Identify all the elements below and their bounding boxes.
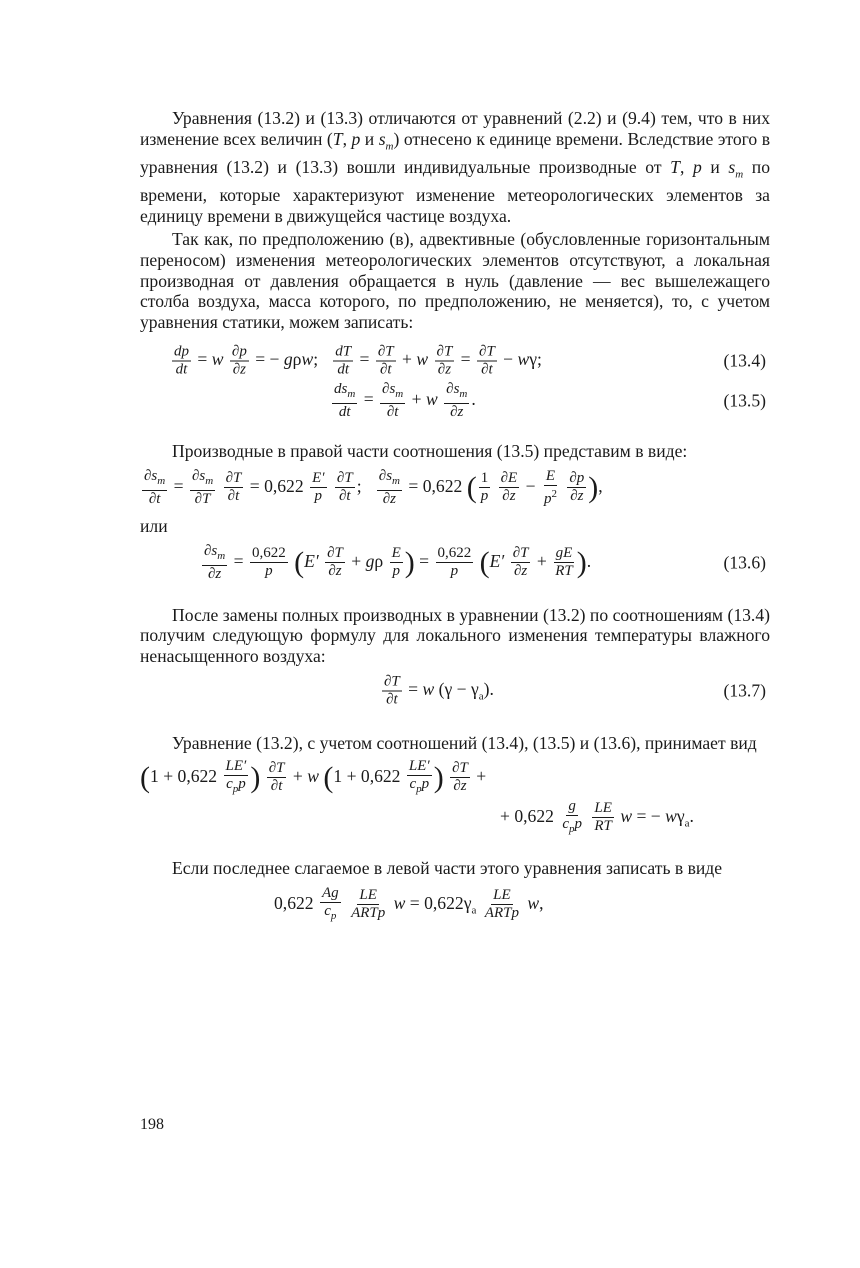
paragraph-5: После замены полных производных в уравнении (13.2) по соотношениям (13.4) получим следующую формулу для локального изменения температуры влажного ненасыщенного воздуха: [140,604,770,667]
equation-number: (13.5) [723,390,766,411]
equation-derivatives: $\frac{\partial s_m}{\partial t}$ = $\frac{\partial s_m}{\partial T}$ $\frac{\partial T}{\partial t}$ = 0,622 $\frac{E'}{p}$ $\frac{\partial T}{\partial t}$ ; $\frac{\partial s_m}{\partial z}$ = 0,622 ( $\frac{1}{p}$ $\frac{\partial E}{\partial z}$ − $\frac{E}{p^2}$ $\frac{\partial p}{\partial z}$ ), [144,467,603,507]
equation-last-term: 0,622 $\frac{Ag}{c_p}$ $\frac{LE}{\text{ARTp}}$ $w = 0,622\gamma_а$ $\frac{LE}{\text{ARTp}}$ w, [274,884,544,922]
equation-combined-line-2: + 0,622 $\frac{g}{c_pp}$ $\frac{LE}{RT}$ w = − $w\gamma_а$. [500,797,694,835]
paragraph-7: Если последнее слагаемое в левой части этого уравнения записать в виде [172,857,723,878]
page-number: 198 [140,1116,164,1133]
equation-number: (13.7) [723,680,766,701]
equation-combined-line-1: (1 + 0,622 $\frac{LE'}{c_pp}$ ) $\frac{\partial T}{\partial t}$ + w (1 + 0,622 $\frac{LE'}{c_pp}$ ) $\frac{\partial T}{\partial z}$ + [140,757,487,795]
paragraph-6: Уравнение (13.2), с учетом соотношений (13.4), (13.5) и (13.6), принимает вид [172,732,757,753]
equation-13-5: $\frac{ds_m}{dt}$ = $\frac{\partial s_m}{\partial t}$ + w $\frac{\partial s_m}{\partial z}$ . (13.5) [334,381,766,420]
paragraph-3: Производные в правой части соотношения (13.5) представим в виде: [172,441,688,461]
equation-number: (13.4) [723,350,766,371]
equation-13-4: $\frac{dp}{dt}$ = w $\frac{\partial p}{\partial z}$ = − gρw; $\frac{dT}{dt}$ = $\frac{\partial T}{\partial t}$ + w $\frac{\partial T}{\partial z}$ = $\frac{\partial T}{\partial t}$ − wγ; (13.4) [174,343,766,378]
paragraph-1: Уравнения (13.2) и (13.3) отличаются от уравнений (2.2) и (9.4) тем, что в них изменение всех величин (T, p и $s_m$) отнесено к единице времени. Вследствие этого в уравнения (13.2) и (13.3) вошли индивидуальные производные от T, p и $s_m$ по времени, которые характеризуют изменение метеорологических элементов за единицу времени в движущейся частице воздуха. [140,108,771,227]
equation-number: (13.6) [723,552,766,573]
paragraph-4: или [140,515,168,536]
paragraph-2: Так как, по предположению (в), адвективные (обусловленные горизонтальным переносом) изменения метеорологических элементов отсутствуют, а локальная производная от давления обращается в нуль (давление — вес вышележащего столба воздуха, масса которого, по предположению, не меняется), то, с учетом уравнения статики, можем записать: [140,229,770,333]
equation-13-6: $\frac{\partial s_m}{\partial z}$ = $\frac{0,622}{p}$ (E′ $\frac{\partial T}{\partial z}$ + gρ $\frac{E}{p}$ ) = $\frac{0,622}{p}$ (E′ $\frac{\partial T}{\partial z}$ + $\frac{gE}{RT}$ ). (13.6) [204,542,766,582]
equation-13-7: $\frac{\partial T}{\partial t}$ = w $(\gamma - \gamma_а)$. (13.7) [384,673,766,708]
page-content [140,108,770,925]
